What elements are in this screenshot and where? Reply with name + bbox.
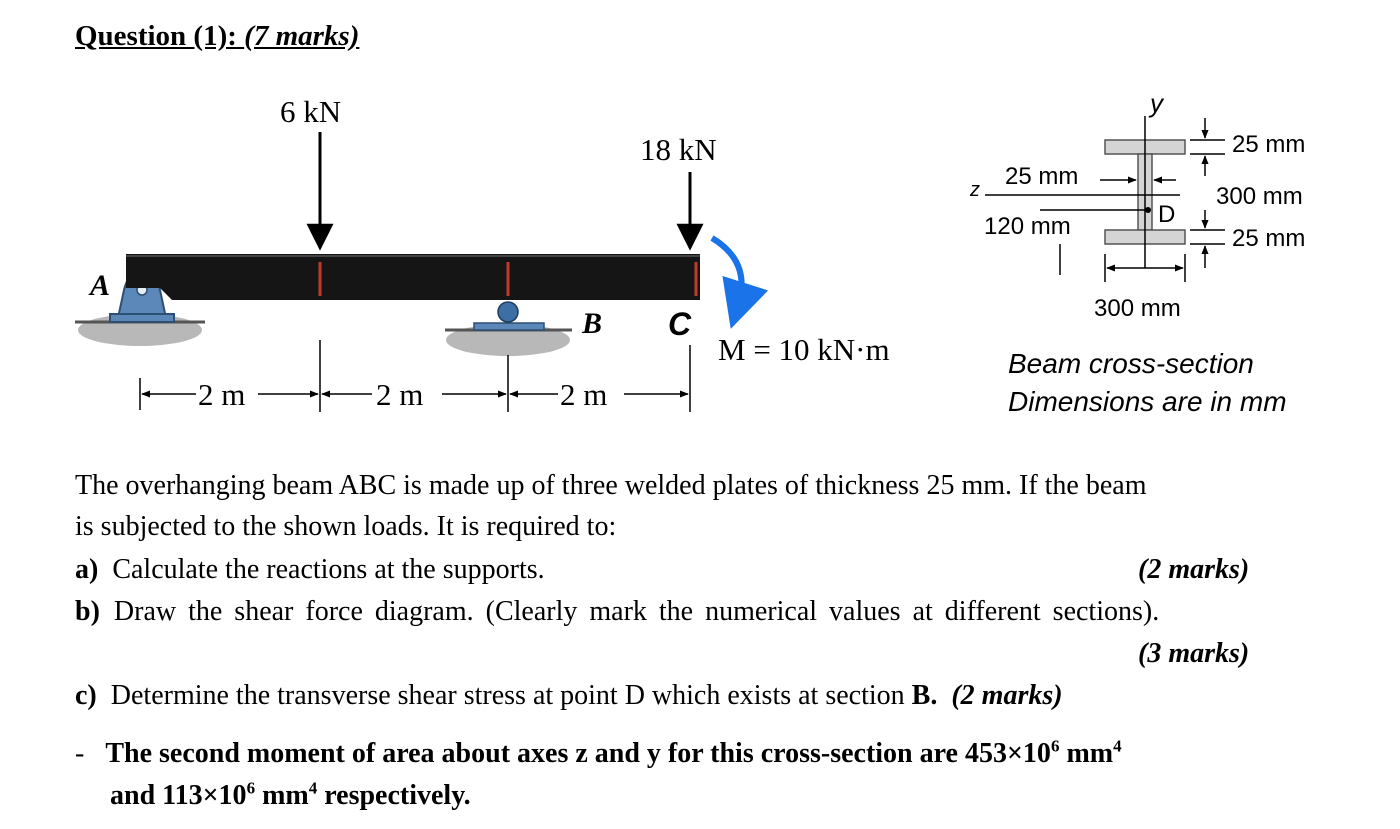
note-part-3: respectively. (317, 780, 471, 811)
dim-depth: 300 mm (1216, 183, 1303, 210)
question-total-marks: (7 marks) (244, 20, 360, 52)
label-load-6kn: 6 kN (280, 94, 342, 129)
note-line-1 (75, 738, 1122, 770)
task-c-text: Determine the transverse shear stress at point D which exists at section (110, 680, 905, 711)
intro-line-1: The overhanging beam ABC is made up of three welded plates of thickness 25 mm. If the beam (75, 470, 1147, 501)
dim-bottom-flange: 25 mm (1232, 225, 1306, 252)
question-number: Question (1): (75, 20, 237, 52)
note-exp-1: 6 (1050, 736, 1060, 756)
task-a (75, 554, 545, 586)
label-moment: M = 10 kN·m (718, 332, 890, 367)
task-b (75, 596, 1159, 628)
caption-dimensions: Dimensions are in mm (1008, 386, 1287, 417)
task-b-label: b) (75, 596, 100, 627)
task-b-marks: (3 marks) (1138, 638, 1250, 669)
task-a-label: a) (75, 554, 99, 585)
dim-web-thickness: 25 mm (1005, 163, 1079, 190)
label-a: A (90, 269, 111, 302)
moment-arrow (712, 238, 742, 306)
note-part-2: and 113×10 (110, 780, 247, 811)
note-unit-2: mm (255, 780, 309, 811)
label-axis-y: y (1150, 88, 1163, 118)
label-b: B (582, 307, 603, 340)
label-span-2: 2 m (376, 377, 424, 412)
note-unit-1: mm (1059, 738, 1114, 769)
intro-line-2: is subjected to the shown loads. It is required to: (75, 511, 617, 542)
dim-width: 300 mm (1094, 295, 1181, 322)
label-axis-z: z (970, 179, 980, 201)
task-c-marks: (2 marks) (951, 680, 1063, 711)
task-c (75, 680, 1063, 712)
note-dash: - (75, 738, 85, 769)
beam (126, 254, 700, 300)
caption-cross-section: Beam cross-section (1008, 348, 1254, 379)
dim-d-offset: 120 mm (984, 213, 1071, 240)
label-c: C (668, 306, 692, 342)
dim-top-flange: 25 mm (1232, 131, 1306, 158)
label-point-d: D (1158, 201, 1176, 228)
task-a-marks: (2 marks) (1138, 554, 1250, 585)
label-load-18kn: 18 kN (640, 132, 717, 167)
roller-support-b (445, 302, 572, 356)
note-exp-4: 4 (308, 778, 318, 798)
label-span-3: 2 m (560, 377, 608, 412)
note-exp-3: 6 (246, 778, 256, 798)
task-c-section: B. (911, 680, 938, 711)
task-c-label: c) (75, 680, 97, 711)
note-exp-2: 4 (1113, 736, 1122, 756)
note-line-2 (110, 780, 471, 812)
label-span-1: 2 m (198, 377, 246, 412)
note-part-1: The second moment of area about axes z and y for this cross-section are 453×10 (105, 738, 1051, 769)
task-b-text: Draw the shear force diagram. (Clearly mark the numerical values at different sections). (113, 596, 1160, 627)
task-a-text: Calculate the reactions at the supports. (112, 554, 545, 585)
